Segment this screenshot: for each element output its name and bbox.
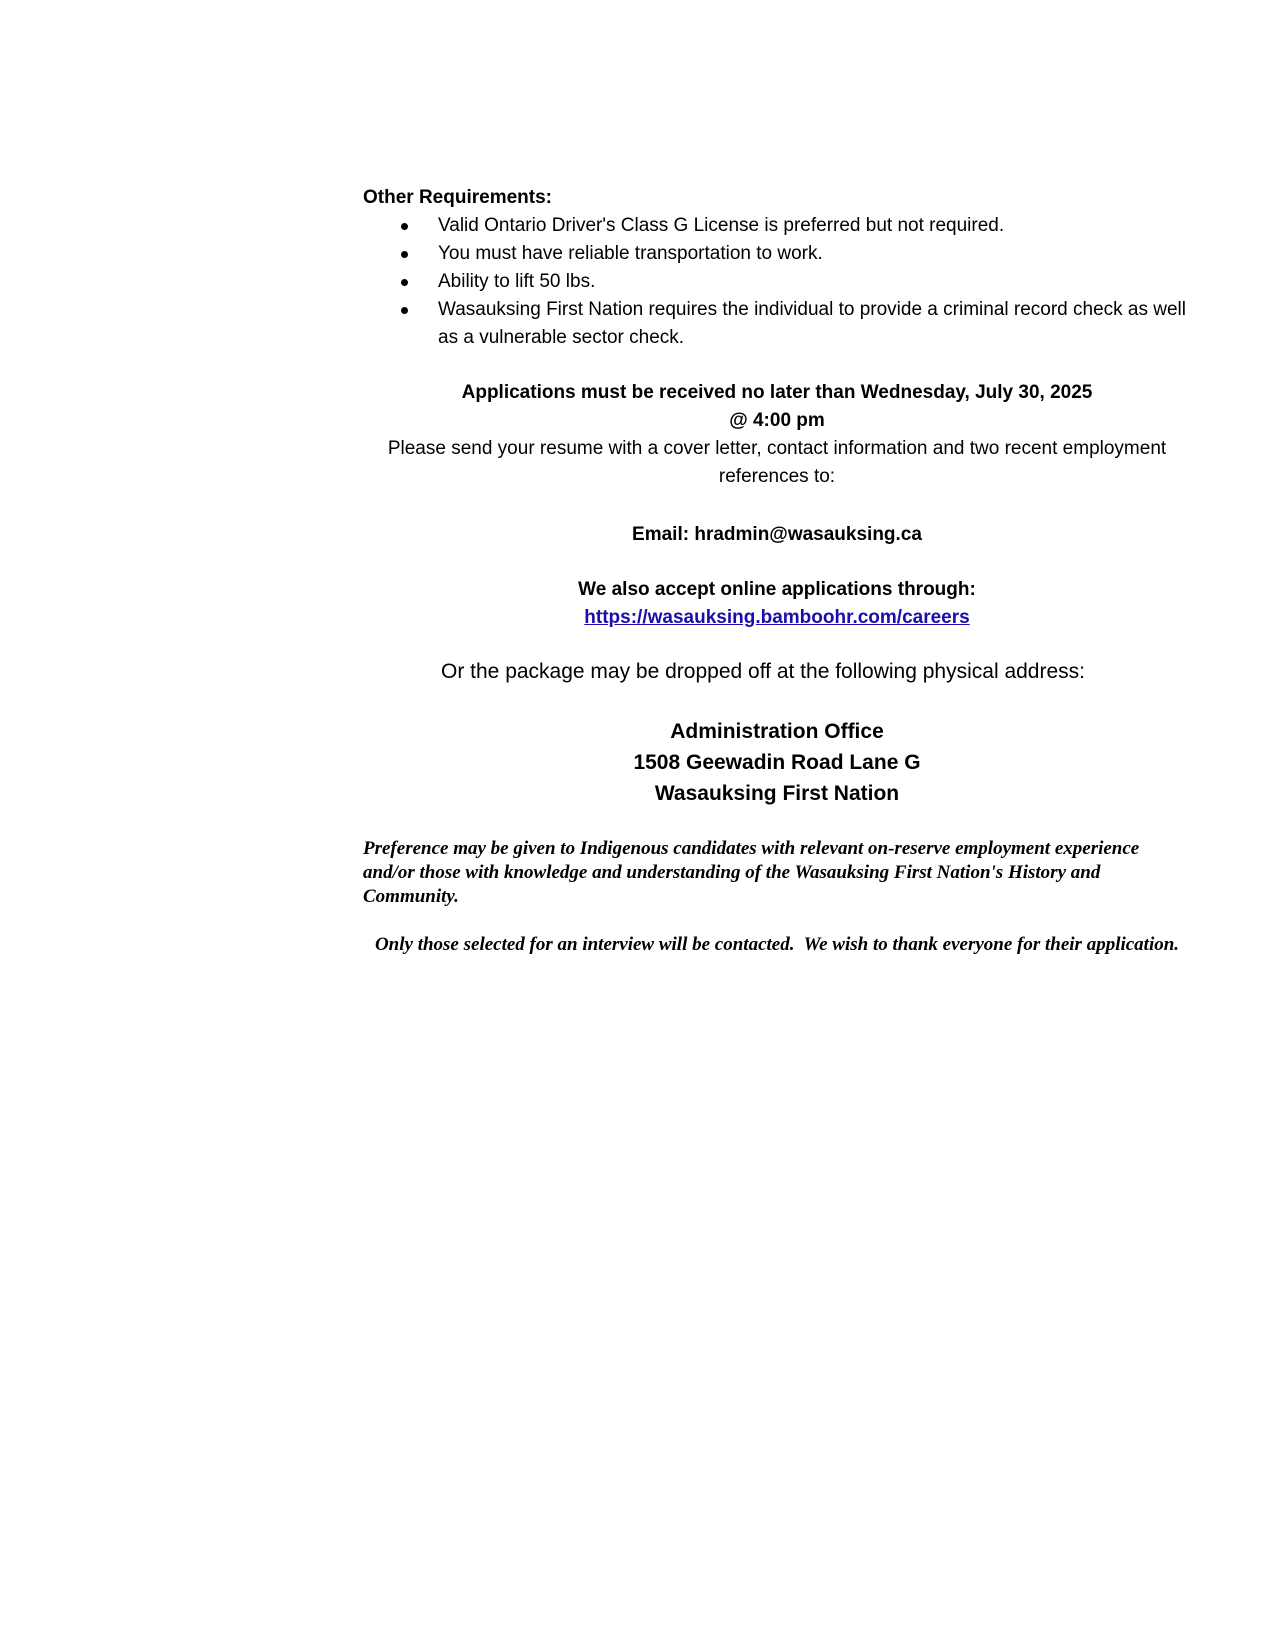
dropoff-note: Or the package may be dropped off at the following physical address:	[441, 660, 1085, 683]
list-item	[363, 240, 1191, 268]
address-line-office: Administration Office	[670, 720, 884, 743]
bullet-icon	[401, 279, 408, 286]
deadline-date: Applications must be received no later than Wednesday, July 30, 2025	[461, 382, 1093, 403]
address-line-nation: Wasauksing First Nation	[654, 782, 900, 805]
list-item-text: Wasauksing First Nation requires the individual to provide a criminal record check as well as a vulnerable sector check.	[438, 299, 1187, 348]
deadline-time: @ 4:00 pm	[729, 410, 825, 431]
bullet-icon	[401, 307, 408, 314]
contact-email: Email: hradmin@wasauksing.ca	[632, 524, 922, 545]
list-item	[363, 212, 1191, 240]
application-deadline	[363, 379, 1191, 435]
list-item-text: Ability to lift 50 lbs.	[438, 271, 596, 292]
preference-statement: Preference may be given to Indigenous candidates with relevant on-reserve employment experience and/or those with knowledge and understanding of the Wasauksing First Nation's History and Community.	[363, 838, 1140, 907]
physical-address	[363, 716, 1191, 809]
bullet-icon	[401, 251, 408, 258]
address-line-street: 1508 Geewadin Road Lane G	[633, 751, 921, 774]
bullet-icon	[401, 223, 408, 230]
submission-instructions: Please send your resume with a cover letter, contact information and two recent employment references to:	[387, 438, 1167, 487]
list-item	[363, 296, 1191, 352]
online-applications	[363, 576, 1191, 632]
list-item-text: Valid Ontario Driver's Class G License is preferred but not required.	[438, 215, 1005, 236]
other-requirements-heading: Other Requirements:	[363, 187, 552, 208]
list-item	[363, 268, 1191, 296]
list-item-text: You must have reliable transportation to work.	[438, 243, 823, 264]
page-content	[363, 183, 1191, 957]
closing-statement: Only those selected for an interview will be contacted. We wish to thank everyone for their application.	[374, 934, 1180, 955]
requirements-list	[363, 212, 1191, 352]
online-applications-label: We also accept online applications through:	[578, 579, 976, 600]
careers-link[interactable]: https://wasauksing.bamboohr.com/careers	[584, 607, 970, 628]
